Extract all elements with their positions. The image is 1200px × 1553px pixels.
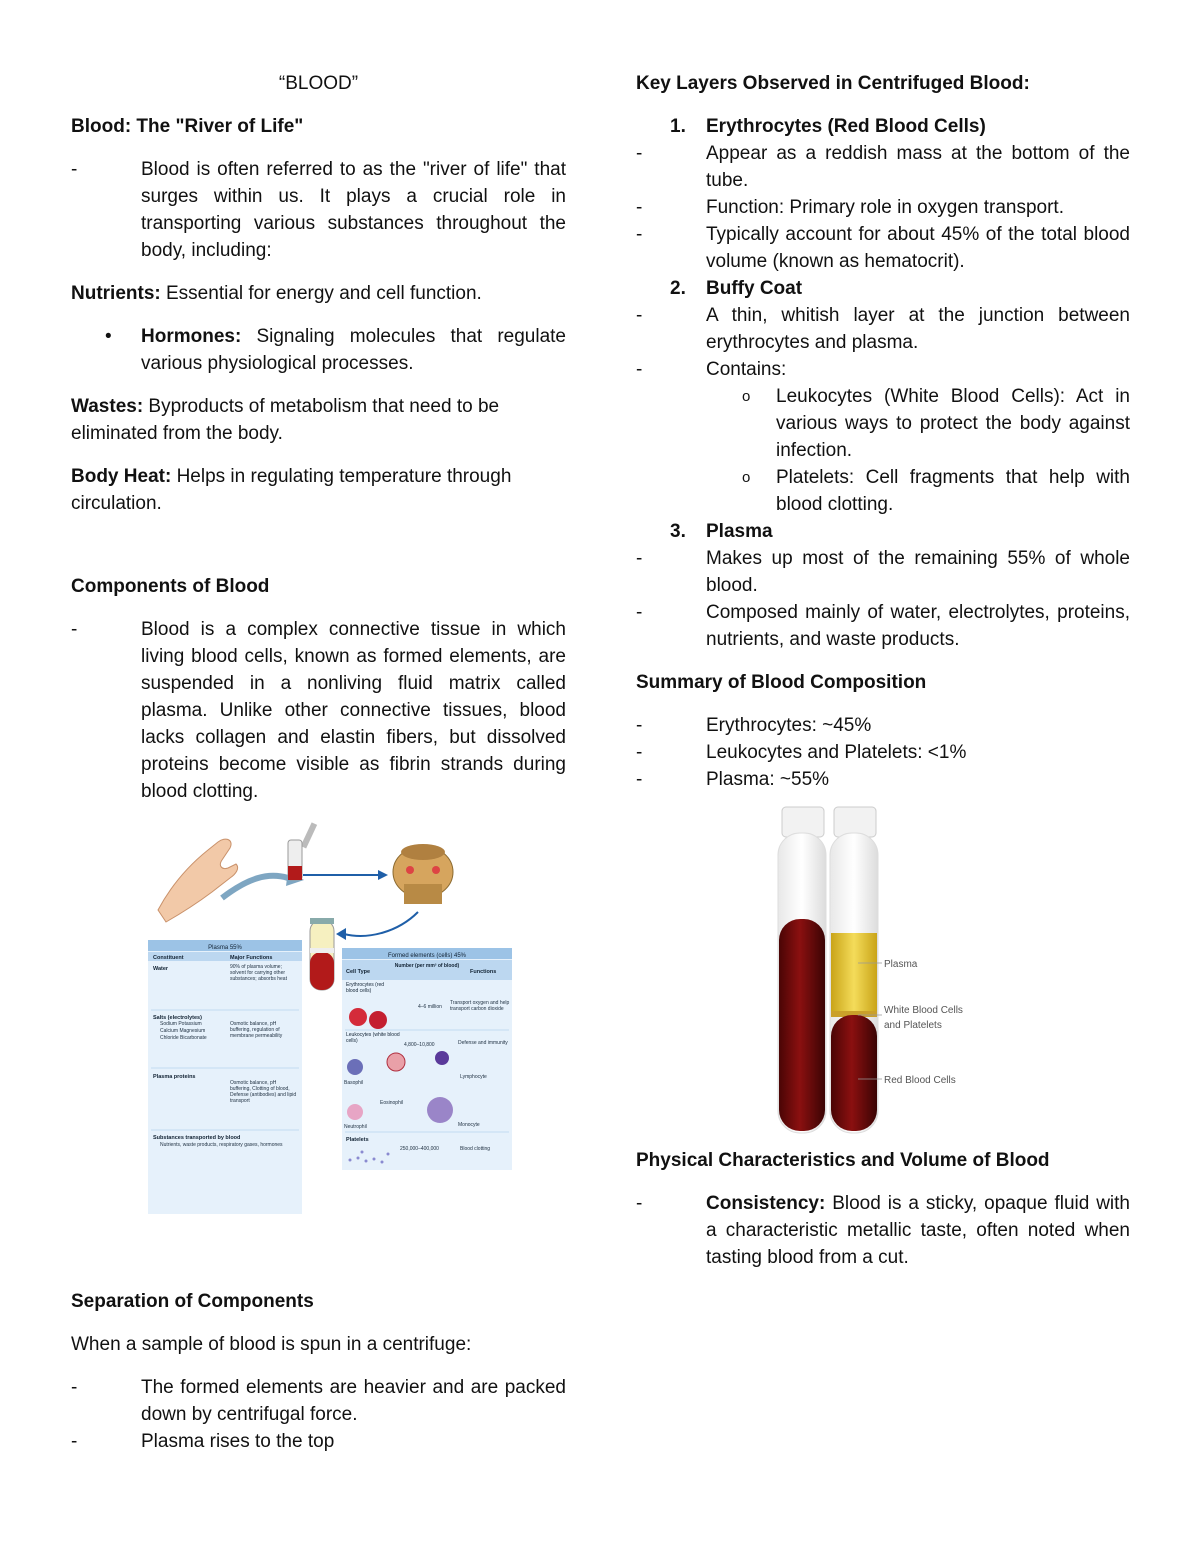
bodyheat-label: Body Heat:: [71, 466, 172, 487]
dash-marker: -: [636, 548, 643, 569]
separation-heading: Separation of Components: [71, 1291, 314, 1312]
number-marker: 2.: [670, 278, 686, 299]
row-salts: Salts (electrolytes): [153, 1015, 202, 1021]
basophil-icon: [347, 1059, 363, 1075]
summary-item: [636, 739, 1130, 766]
bodyheat-paragraph: [71, 463, 566, 517]
summary-item-text: Erythrocytes: ~45%: [706, 715, 872, 736]
plasma-label: Plasma: [884, 959, 918, 970]
summary-item-text: Plasma: ~55%: [706, 769, 830, 790]
buffy-item: [636, 356, 1130, 383]
nutrients-label: Nutrients:: [71, 283, 161, 304]
nutrients-text: Essential for energy and cell function.: [160, 283, 482, 304]
dash-marker: -: [636, 143, 643, 164]
layer-title: Buffy Coat: [706, 278, 803, 299]
buffy-item: [636, 302, 1130, 356]
dash-marker: -: [636, 224, 643, 245]
circle-marker: o: [742, 388, 751, 405]
ery-number: 4–6 million: [418, 1004, 442, 1010]
buffy-subitem: [636, 464, 1130, 518]
ery-item: [636, 140, 1130, 194]
layer-title: Plasma: [706, 521, 773, 542]
hormones-item: [71, 323, 566, 377]
ery-item-text: Typically account for about 45% of the total blood volume (known as hematocrit).: [706, 224, 1130, 272]
leu-function: Defense and immunity: [458, 1040, 508, 1046]
document-title: “BLOOD”: [278, 73, 359, 94]
dash-marker: -: [71, 1431, 78, 1452]
wastes-text: Byproducts of metabolism that need to be eliminated from the body.: [71, 396, 500, 444]
buffy-item-text: A thin, whitish layer at the junction between erythrocytes and plasma.: [706, 305, 1130, 353]
hormones-text: Signaling molecules that regulate various physiological processes.: [141, 326, 566, 374]
summary-heading: Summary of Blood Composition: [636, 672, 927, 693]
centrifuged-tube: [830, 807, 878, 1133]
dash-marker: -: [71, 1377, 78, 1398]
components-item: [71, 616, 566, 805]
leukocytes-label: Leukocytes (white blood cells): [346, 1032, 400, 1044]
pla-function: Blood clotting: [460, 1146, 491, 1152]
separation-intro: When a sample of blood is spun in a centrifuge:: [71, 1334, 472, 1355]
col-number: Number (per mm³ of blood): [394, 963, 460, 969]
arrow-head-icon: [378, 870, 388, 880]
test-tube-icon: [310, 918, 334, 990]
plasma-item: [636, 599, 1130, 653]
row-salts-func: Osmotic balance, pH buffering, regulation of membrane permeability: [230, 1021, 283, 1039]
erythrocytes-label: Erythrocytes (red blood cells): [346, 982, 385, 994]
physical-section: [636, 1147, 1130, 1271]
plasma-item: [636, 545, 1130, 599]
arrow-centrifuge-to-tube: [344, 912, 418, 936]
red-blood-cell-icon: [349, 1008, 367, 1026]
arm-illustration: [158, 839, 238, 922]
eosinophil-label: Eosinophil: [380, 1100, 404, 1106]
left-column: [71, 70, 566, 805]
plasma-item-text: Makes up most of the remaining 55% of whole blood.: [706, 548, 1130, 596]
dash-marker: -: [71, 159, 78, 180]
monocyte-label: Monocyte: [458, 1122, 480, 1128]
row-plasma-proteins: Plasma proteins: [153, 1074, 196, 1080]
plasma-item-text: Composed mainly of water, electrolytes, proteins, nutrients, and waste products.: [706, 602, 1130, 650]
layer-buffy-coat: [636, 275, 1130, 302]
summary-item: [636, 712, 1130, 739]
separation-item-text: The formed elements are heavier and are packed down by centrifugal force.: [141, 1377, 566, 1425]
dash-marker: -: [636, 769, 643, 790]
buffy-subitem-text: Platelets: Cell fragments that help with blood clotting.: [776, 467, 1130, 515]
dash-marker: -: [636, 359, 643, 380]
centrifuge-icon: [393, 844, 453, 904]
formed-header-label: Formed elements (cells) 45%: [387, 953, 467, 959]
wastes-label: Wastes:: [71, 396, 144, 417]
components-heading: Components of Blood: [71, 576, 270, 597]
plasma-header-label: Plasma 55%: [208, 945, 242, 951]
dash-marker: -: [636, 305, 643, 326]
rbc-label: Red Blood Cells: [884, 1075, 956, 1086]
row-substances-func: Nutrients, waste products, respiratory gases, hormones: [160, 1142, 283, 1148]
number-marker: 1.: [670, 116, 686, 137]
whole-blood-tube: [778, 807, 826, 1133]
dash-marker: -: [636, 1193, 643, 1214]
layer-erythrocytes: [636, 113, 1130, 140]
lymphocyte-icon: [435, 1051, 449, 1065]
platelets-label: Platelets: [346, 1137, 369, 1143]
red-blood-cell-icon: [369, 1011, 387, 1029]
wbc-label-line2: and Platelets: [884, 1020, 942, 1031]
physical-heading: Physical Characteristics and Volume of Blood: [636, 1150, 1050, 1171]
arrow-head-icon: [336, 928, 346, 940]
pla-number: 250,000–400,000: [400, 1146, 439, 1152]
dash-marker: -: [71, 619, 78, 640]
neutrophil-icon: [347, 1104, 363, 1120]
dash-marker: -: [636, 602, 643, 623]
lymphocyte-label: Lymphocyte: [460, 1074, 487, 1080]
col-constituent: Constituent: [153, 955, 184, 961]
eosinophil-icon: [387, 1053, 405, 1071]
row-water: Water: [153, 966, 169, 972]
hormones-label: Hormones:: [141, 326, 242, 347]
consistency-paragraph: [706, 1190, 1130, 1271]
layer-title: Erythrocytes (Red Blood Cells): [706, 116, 986, 137]
neutrophil-label: Neutrophil: [344, 1124, 367, 1130]
col-cell-type: Cell Type: [346, 969, 371, 975]
bodyheat-text: Helps in regulating temperature through circulation.: [71, 466, 512, 514]
salts-list: Sodium Potassium Calcium Magnesium Chloride Bicarbonate: [160, 1021, 207, 1041]
layer-plasma: [636, 518, 1130, 545]
consistency-label: Consistency:: [706, 1193, 826, 1214]
hormones-paragraph: [141, 323, 566, 377]
dash-marker: -: [636, 715, 643, 736]
summary-item: [636, 766, 1130, 793]
separation-item-text: Plasma rises to the top: [141, 1431, 335, 1452]
summary-item-text: Leukocytes and Platelets: <1%: [706, 742, 967, 763]
blood-composition-figure: [148, 822, 516, 1215]
ery-item: [636, 194, 1130, 221]
nutrients-paragraph: [71, 280, 566, 307]
river-text: Blood is often referred to as the "river of life" that surges within us. It plays a crucial role in transporting various substances throughout the body, including:: [141, 159, 566, 261]
number-marker: 3.: [670, 521, 686, 542]
consistency-text: Blood is a sticky, opaque fluid with a characteristic metallic taste, often noted when tasting blood from a cut.: [706, 1193, 1130, 1268]
separation-item: [71, 1428, 566, 1455]
components-text: Blood is a complex connective tissue in which living blood cells, known as formed elements, are suspended in a nonliving fluid matrix called plasma. Unlike other connective tissues, blood lacks collagen and elastin fibers, but dissolved proteins become visible as fibrin strands during blood clotting.: [141, 619, 566, 802]
basophil-label: Basophil: [344, 1080, 364, 1086]
river-item: [71, 156, 566, 264]
ery-item-text: Function: Primary role in oxygen transport.: [706, 197, 1064, 218]
leu-number: 4,800–10,800: [404, 1042, 435, 1048]
centrifuged-tubes-figure: [770, 803, 980, 1141]
row-proteins-func: Osmotic balance, pH buffering, Clotting of blood, Defense (antibodies) and lipid transport: [230, 1080, 297, 1104]
monocyte-icon: [427, 1097, 453, 1123]
row-substances: Substances transported by blood: [153, 1135, 241, 1141]
wastes-paragraph: [71, 393, 566, 447]
ery-item-text: Appear as a reddish mass at the bottom of the tube.: [706, 143, 1130, 191]
syringe-icon: [288, 822, 317, 880]
buffy-subitem: [636, 383, 1130, 464]
col-major-functions: Major Functions: [230, 955, 273, 961]
circle-marker: o: [742, 469, 751, 486]
ery-item: [636, 221, 1130, 275]
ery-function: Transport oxygen and help transport carbon dioxide: [450, 1000, 510, 1012]
dash-marker: -: [636, 742, 643, 763]
buffy-subitem-text: Leukocytes (White Blood Cells): Act in various ways to protect the body against infection.: [776, 386, 1130, 461]
bullet-marker: •: [105, 326, 112, 347]
layers-heading: Key Layers Observed in Centrifuged Blood:: [636, 73, 1030, 94]
wbc-label-line1: White Blood Cells: [884, 1005, 963, 1016]
right-column: [636, 70, 1130, 793]
physical-item: [636, 1190, 1130, 1271]
row-water-func: 90% of plasma volume; solvent for carrying other substances; absorbs heat: [230, 964, 287, 982]
arrow-arm-to-syringe: [222, 876, 288, 898]
river-heading: Blood: The "River of Life": [71, 116, 304, 137]
col-cell-functions: Functions: [470, 969, 497, 975]
dash-marker: -: [636, 197, 643, 218]
separation-item: [71, 1374, 566, 1428]
buffy-item-text: Contains:: [706, 359, 787, 380]
rbc-layer: [831, 1015, 877, 1131]
plasma-layer: [831, 933, 877, 1013]
separation-section: [71, 1288, 566, 1455]
